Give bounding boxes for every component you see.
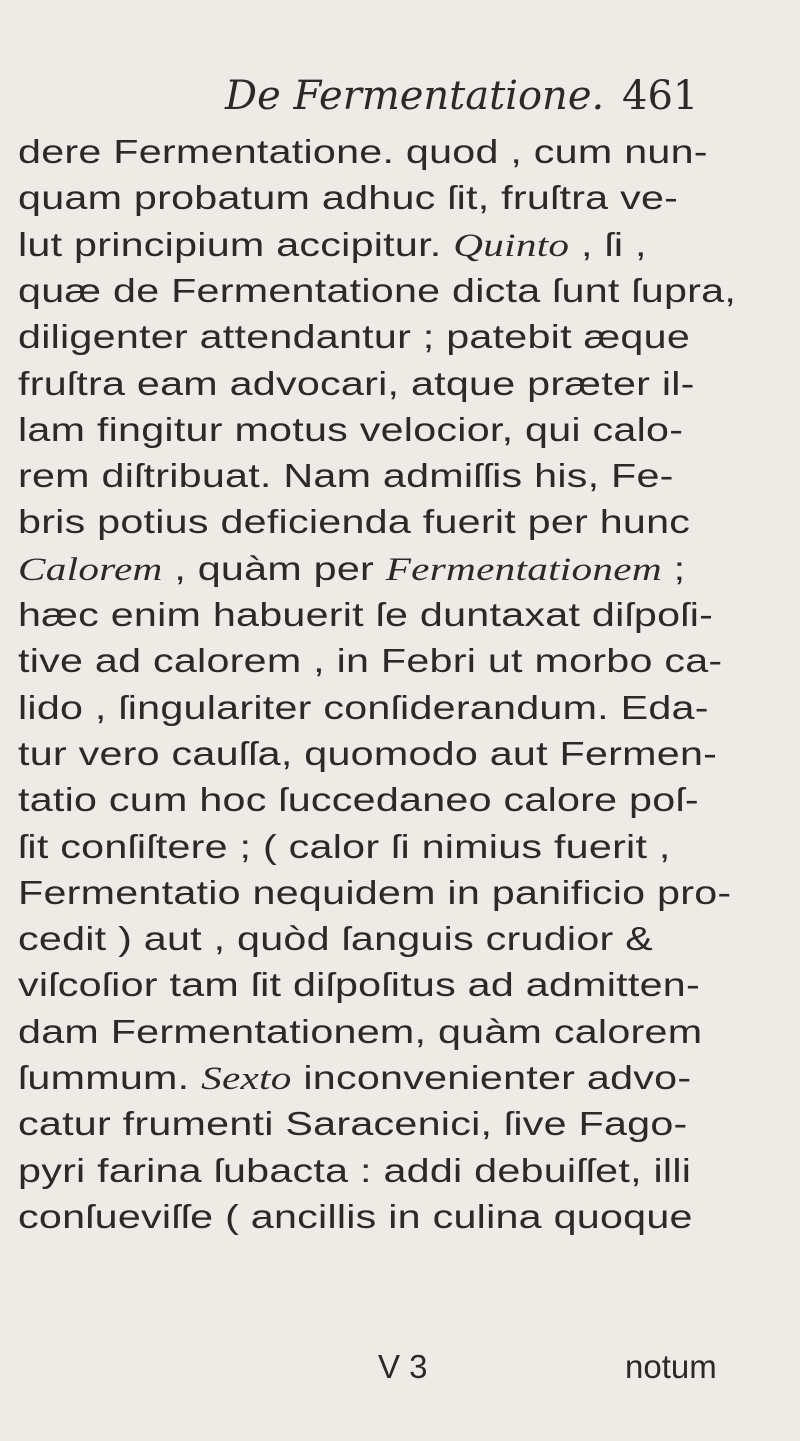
italic-text: Fermentationem [385, 552, 662, 588]
page-number: 461 [622, 73, 699, 119]
text-run: quam probatum adhuc ſit, fruſtra ve- [18, 179, 679, 216]
page-footer [0, 1342, 800, 1392]
signature-mark: V 3 [378, 1348, 428, 1385]
text-run: bris potius deficienda fuerit per hunc [18, 503, 691, 540]
text-run: dere Fermentatione. quod , cum nun- [18, 133, 708, 170]
text-line [18, 635, 722, 687]
catchword: notum [625, 1348, 717, 1385]
text-run: ſit conſiſtere ; ( calor ſi nimius fuerit , [18, 828, 671, 865]
text-line [18, 1098, 688, 1150]
text-line [18, 496, 690, 548]
italic-text: Quinto [453, 228, 570, 264]
text-line [18, 1052, 691, 1104]
text-run: lam fingitur motus velocior, qui calo- [18, 411, 684, 448]
text-line [18, 172, 678, 224]
text-run: Fermentatio nequidem in panificio pro- [18, 874, 732, 911]
text-line [18, 404, 683, 456]
text-line [18, 682, 709, 734]
text-line [18, 1006, 702, 1058]
text-run: diligenter attendantur ; patebit æque [18, 318, 691, 355]
text-run: ; [661, 550, 686, 587]
text-run: lut principium accipitur. [18, 226, 454, 263]
text-run: pyri farina ſubacta : addi debuiſſet, illi [18, 1152, 692, 1189]
text-line [18, 867, 731, 919]
text-line [18, 821, 671, 873]
text-line [18, 589, 713, 641]
text-run: , ſi , [569, 226, 647, 263]
text-run: ſummum. [18, 1059, 202, 1096]
italic-text: Sexto [201, 1061, 292, 1097]
text-line [18, 219, 647, 271]
text-run: inconvenienter advo- [291, 1059, 692, 1096]
text-run: conſueviſſe ( ancillis in culina quoque [18, 1198, 693, 1235]
text-line [18, 728, 717, 780]
text-run: fruſtra eam advocari, atque præter il- [18, 365, 695, 402]
text-line [18, 126, 708, 178]
text-run: tive ad calorem , in Febri ut morbo ca- [18, 642, 723, 679]
text-run: , quàm per [162, 550, 386, 587]
text-line [18, 265, 736, 317]
text-run: quæ de Fermentatione dicta ſunt ſupra, [18, 272, 737, 309]
text-run: viſcoſior tam ſit diſpoſitus ad admitten- [18, 966, 700, 1003]
text-line [18, 774, 699, 826]
running-title: De Fermentatione. [225, 73, 605, 119]
text-run: hæc enim habuerit ſe duntaxat diſpoſi- [18, 596, 714, 633]
italic-text: Calorem [18, 552, 163, 588]
text-line [18, 913, 653, 965]
text-run: rem diſtribuat. Nam admiſſis his, Fe- [18, 457, 674, 494]
text-run: dam Fermentationem, quàm calorem [18, 1013, 703, 1050]
text-run: tur vero cauſſa, quomodo aut Fermen- [18, 735, 718, 772]
text-line [18, 1191, 693, 1243]
text-line [18, 358, 695, 410]
page-header [0, 66, 800, 126]
text-run: catur frumenti Saracenici, ſive Fago- [18, 1105, 688, 1142]
text-run: lido , ſingulariter conſiderandum. Eda- [18, 689, 709, 726]
text-line [18, 450, 674, 502]
text-line [18, 959, 700, 1011]
text-run: tatio cum hoc ſuccedaneo calore poſ- [18, 781, 699, 818]
text-line [18, 311, 690, 363]
text-line [18, 1145, 691, 1197]
text-run: cedit ) aut , quòd ſanguis crudior & [18, 920, 653, 957]
text-line [18, 543, 685, 595]
